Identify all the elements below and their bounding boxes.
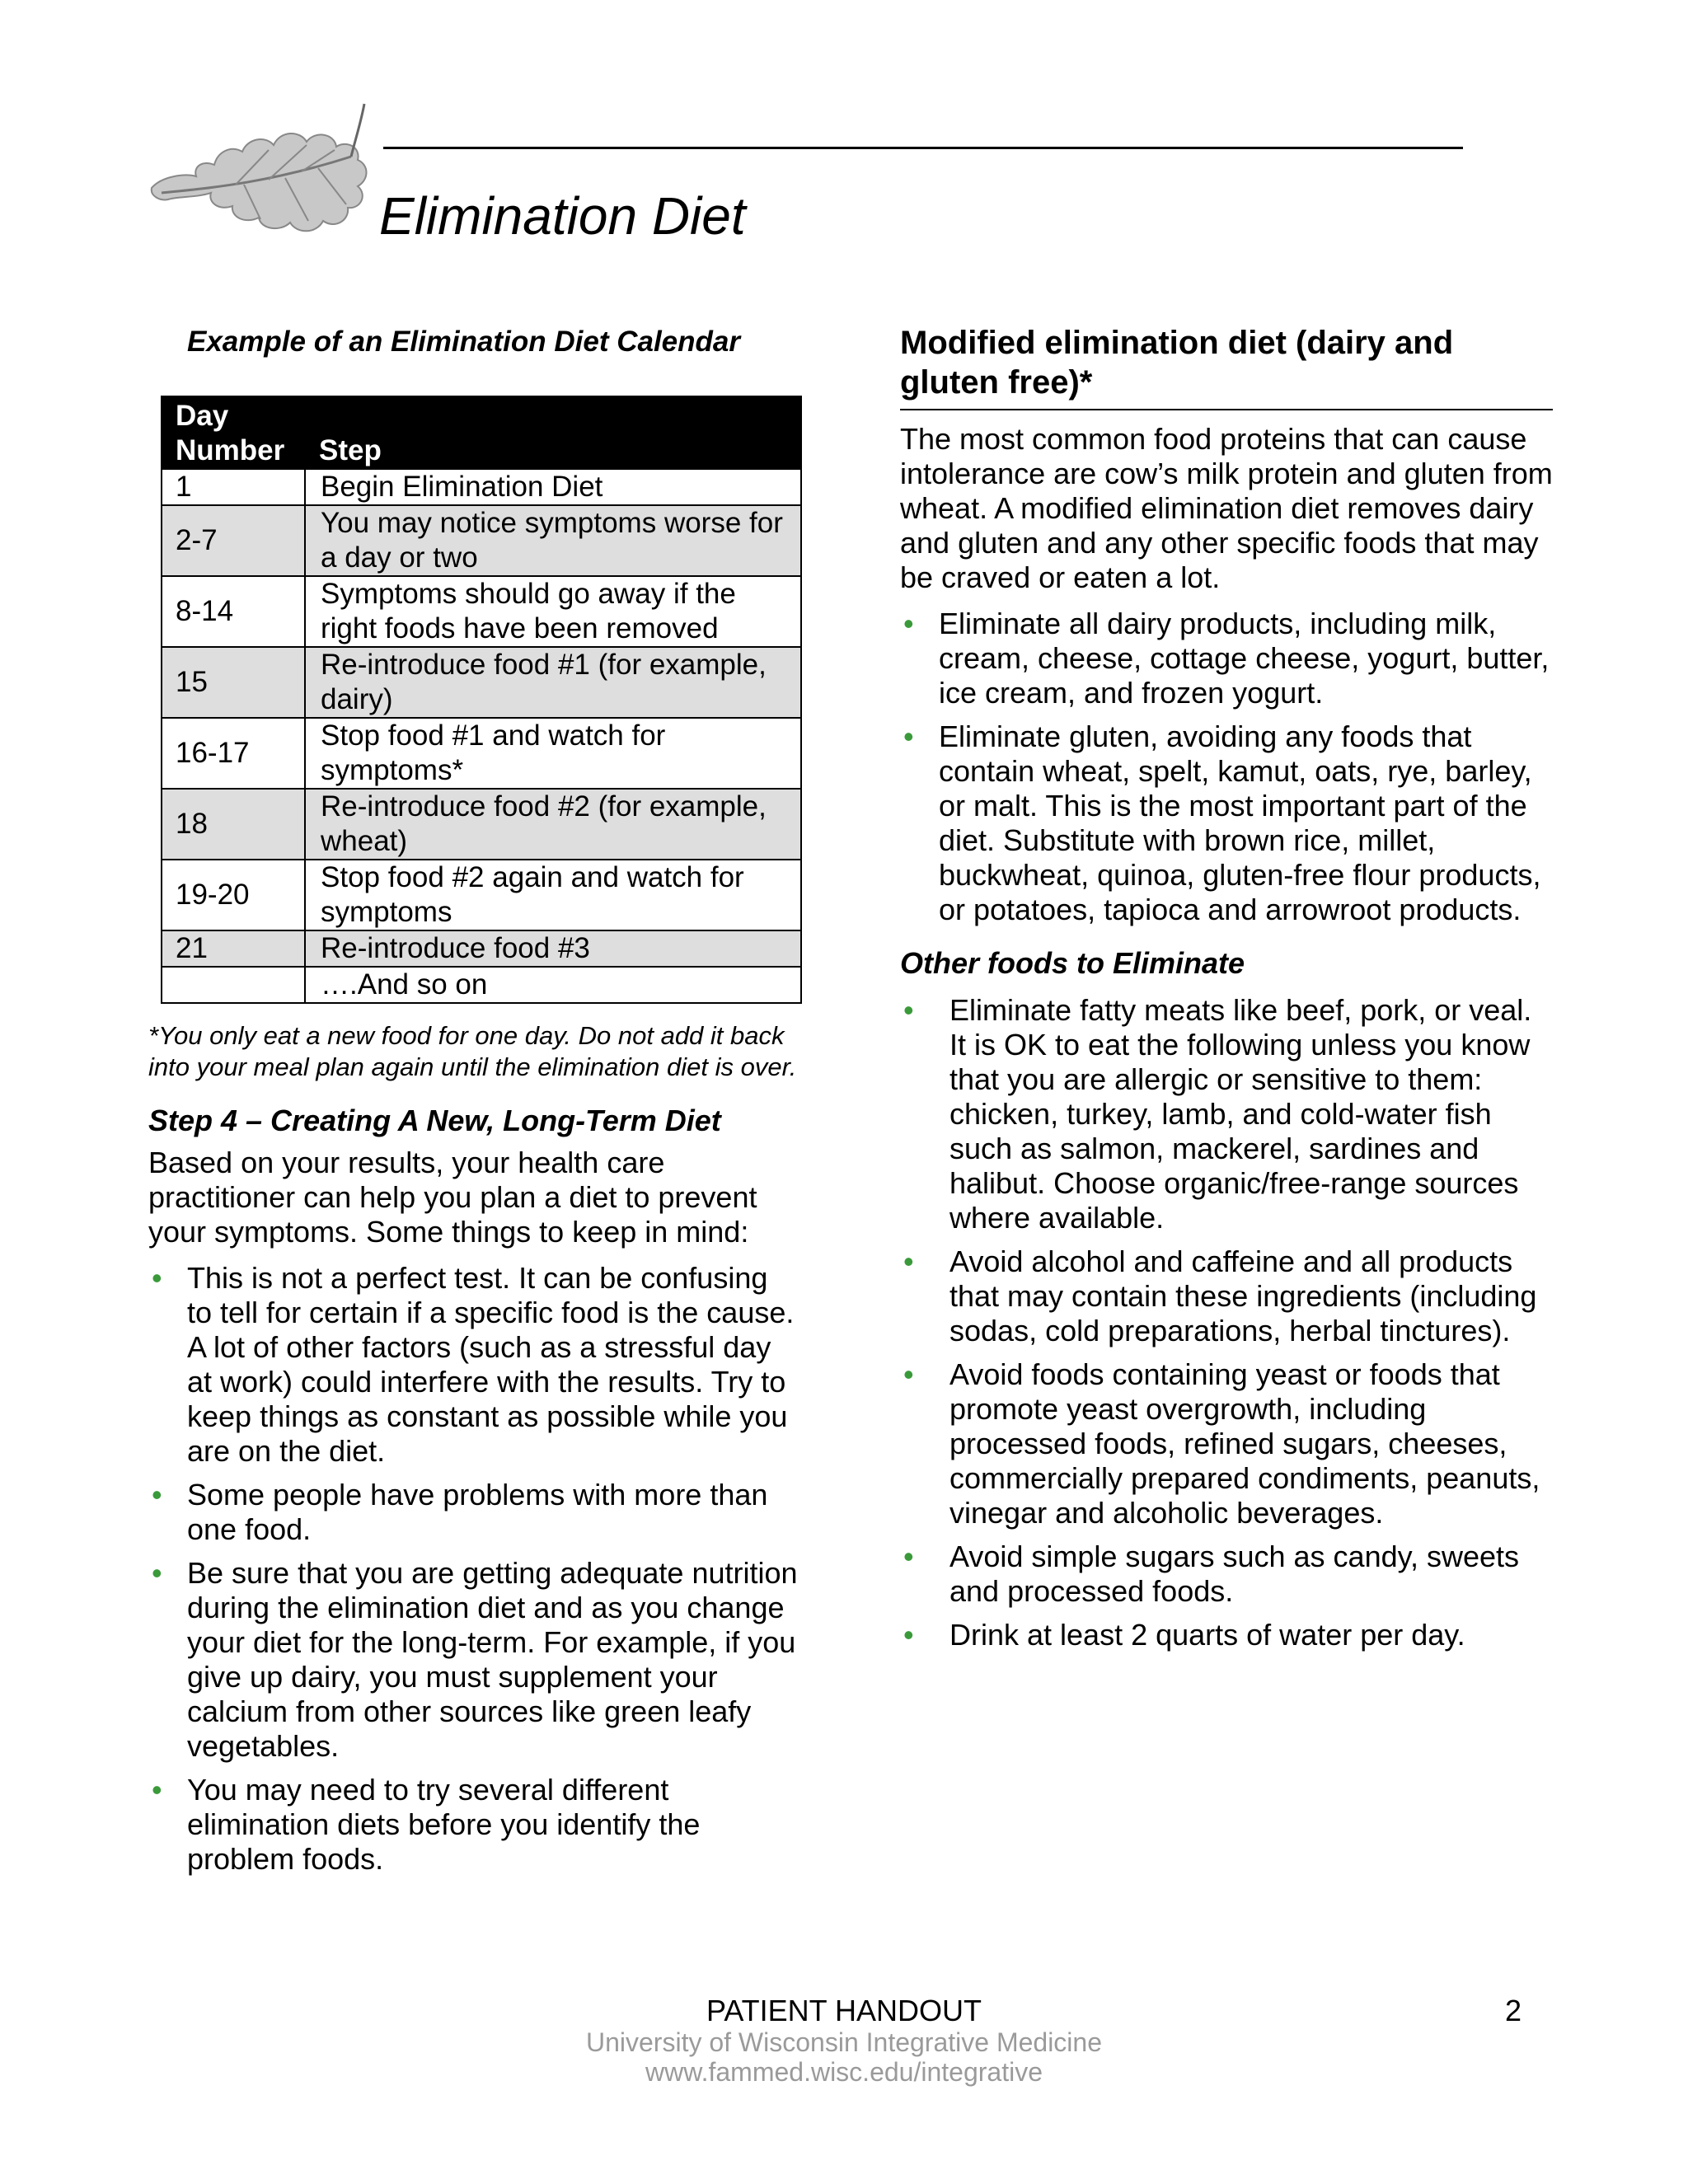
bullet-dot-icon: • [152, 1773, 162, 1807]
list-item [900, 719, 1556, 927]
list-item-text: Eliminate gluten, avoiding any foods that contain wheat, spelt, kamut, oats, rye, barley, or malt. This is the most important part of the diet. Substitute with brown rice, millet, buckwheat, quinoa, gluten-free flour products, or potatoes, tapioca and arrowroot products. [939, 719, 1541, 926]
day-cell: 2-7 [162, 505, 305, 576]
calendar-title: Example of an Elimination Diet Calendar [187, 326, 740, 358]
list-item-text: You may need to try several different elimination diets before you identify the problem foods. [187, 1773, 701, 1876]
day-cell [162, 967, 305, 1003]
day-cell: 1 [162, 469, 305, 505]
list-item [148, 1773, 799, 1877]
other-foods-list [900, 993, 1556, 1652]
list-item [900, 1540, 1556, 1609]
step-cell: Stop food #2 again and watch for symptoms [305, 860, 801, 930]
step4-heading: Step 4 – Creating A New, Long-Term Diet [148, 1104, 721, 1137]
day-cell: 16-17 [162, 718, 305, 789]
day-cell: 19-20 [162, 860, 305, 930]
list-item [148, 1261, 799, 1469]
table-row [162, 505, 801, 576]
bullet-dot-icon: • [903, 1244, 914, 1278]
modified-diet-intro: The most common food proteins that can cause intolerance are cow’s milk protein and gluten from wheat. A modified elimination diet removes dairy and gluten and any other specific foods that may be craved or eaten a lot. [900, 422, 1553, 594]
step-cell: You may notice symptoms worse for a day or two [305, 505, 801, 576]
list-item [900, 1618, 1556, 1652]
list-item [900, 1357, 1556, 1530]
table-row [162, 647, 801, 718]
table-row [162, 967, 801, 1003]
list-item-text: This is not a perfect test. It can be confusing to tell for certain if a specific food is the cause. A lot of other factors (such as a stressful day at work) could interfere with the results. Try to keep things as constant as possible while you are on the diet. [187, 1261, 795, 1468]
list-item [148, 1556, 799, 1764]
modified-diet-list [900, 607, 1556, 927]
bullet-dot-icon: • [152, 1478, 162, 1511]
list-item-text: Avoid simple sugars such as candy, sweets and processed foods. [950, 1540, 1519, 1608]
list-item-text: Avoid foods containing yeast or foods that promote yeast overgrowth, including processed foods, refined sugars, cheeses, commercially prepared condiments, peanuts, vinegar and alcoholic beverages. [950, 1357, 1540, 1530]
step-cell: Re-introduce food #2 (for example, wheat) [305, 789, 801, 860]
bullet-dot-icon: • [152, 1556, 162, 1590]
calendar-table [161, 396, 802, 1004]
header-rule [383, 147, 1463, 149]
bullet-dot-icon: • [152, 1261, 162, 1295]
list-item-text: Be sure that you are getting adequate nutrition during the elimination diet and as you change your diet for the long-term. For example, if you give up dairy, you must supplement your calcium from other sources like green leafy vegetables. [187, 1556, 798, 1763]
column-header-step: Step [305, 396, 801, 469]
step-cell: Re-introduce food #1 (for example, dairy) [305, 647, 801, 718]
column-header-day: Day Number [162, 396, 305, 469]
page-number: 2 [1505, 1994, 1522, 2027]
step-cell: Re-introduce food #3 [305, 930, 801, 967]
oak-leaf-icon [145, 97, 376, 237]
bullet-dot-icon: • [903, 1618, 914, 1652]
footer-url: www.fammed.wisc.edu/integrative [645, 2057, 1043, 2087]
bullet-dot-icon: • [903, 719, 914, 753]
footer-organization: University of Wisconsin Integrative Medicine [585, 2027, 1102, 2057]
left-column [148, 323, 799, 1886]
table-row [162, 860, 801, 930]
list-item [900, 1244, 1556, 1348]
other-foods-heading: Other foods to Eliminate [900, 946, 1245, 980]
page-title: Elimination Diet [379, 186, 746, 246]
table-row [162, 576, 801, 647]
step-cell: Begin Elimination Diet [305, 469, 801, 505]
list-item-text: Eliminate fatty meats like beef, pork, or veal. It is OK to eat the following unless you know that you are allergic or sensitive to them: chicken, turkey, lamb, and cold-water fish such as salmon, mackerel, sardines and halibut. Choose organic/free-range sources where available. [950, 993, 1532, 1235]
modified-diet-heading: Modified elimination diet (dairy and gluten free)* [900, 323, 1553, 410]
list-item-text: Drink at least 2 quarts of water per day. [950, 1618, 1465, 1652]
bullet-dot-icon: • [903, 1540, 914, 1573]
bullet-dot-icon: • [903, 1357, 914, 1391]
day-cell: 18 [162, 789, 305, 860]
table-row [162, 930, 801, 967]
bullet-dot-icon: • [903, 993, 914, 1027]
calendar-footnote: *You only eat a new food for one day. Do not add it back into your meal plan again until the elimination diet is over. [148, 1021, 797, 1081]
table-row [162, 789, 801, 860]
right-column [900, 323, 1556, 1661]
step-cell: Symptoms should go away if the right foods have been removed [305, 576, 801, 647]
step-cell: Stop food #1 and watch for symptoms* [305, 718, 801, 789]
day-cell: 21 [162, 930, 305, 967]
step4-intro: Based on your results, your health care practitioner can help you plan a diet to prevent your symptoms. Some things to keep in mind: [148, 1146, 757, 1249]
table-row [162, 469, 801, 505]
list-item [148, 1478, 799, 1547]
footer-label: PATIENT HANDOUT [706, 1994, 982, 2027]
table-header-row [162, 396, 801, 469]
list-item [900, 993, 1556, 1235]
list-item-text: Some people have problems with more than one food. [187, 1478, 768, 1546]
step4-list [148, 1261, 799, 1877]
list-item [900, 607, 1556, 710]
list-item-text: Avoid alcohol and caffeine and all products that may contain these ingredients (including sodas, cold preparations, herbal tinctures). [950, 1244, 1537, 1347]
step-cell: ….And so on [305, 967, 801, 1003]
bullet-dot-icon: • [903, 607, 914, 640]
table-row [162, 718, 801, 789]
day-cell: 8-14 [162, 576, 305, 647]
list-item-text: Eliminate all dairy products, including milk, cream, cheese, cottage cheese, yogurt, butter, ice cream, and frozen yogurt. [939, 607, 1550, 710]
day-cell: 15 [162, 647, 305, 718]
